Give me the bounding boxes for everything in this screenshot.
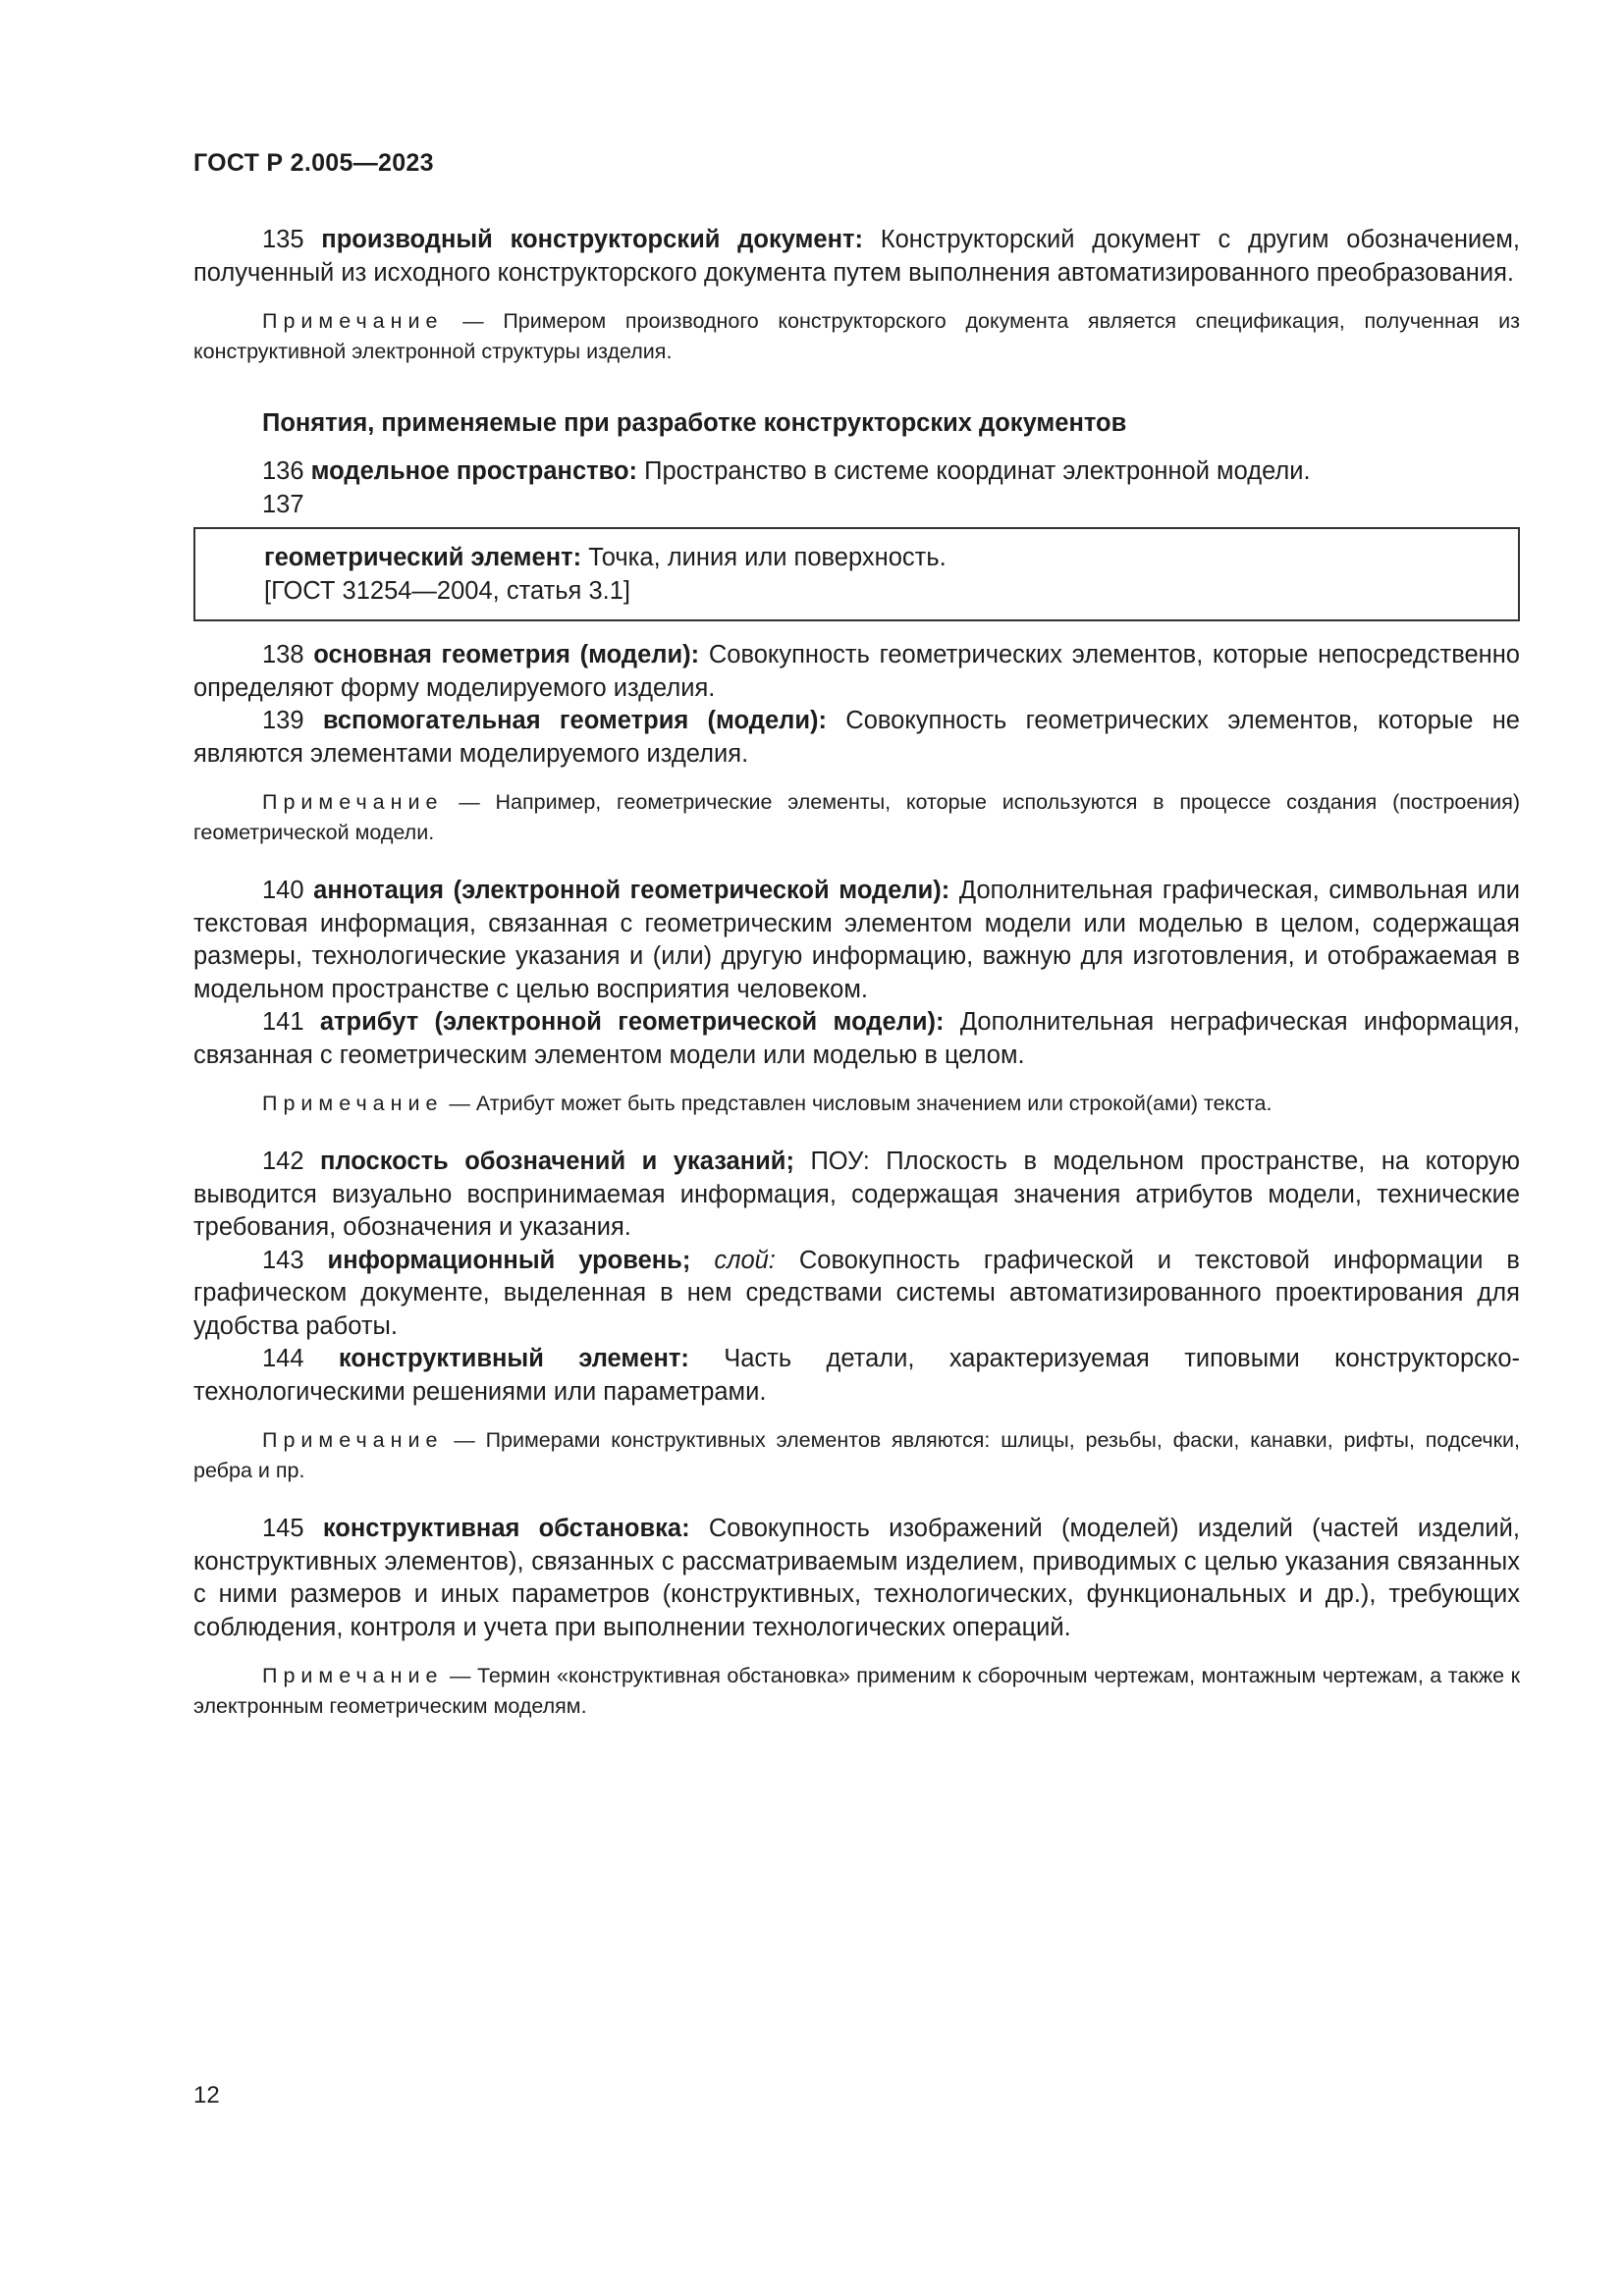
note-dash: —: [443, 1092, 476, 1115]
note-label: Примечание: [262, 790, 444, 814]
term-definition: Часть детали, характеризуемая типовыми конструкторско-технологическими решениями или параметрами.: [193, 1345, 1521, 1406]
term-name: информационный уровень;: [327, 1246, 691, 1274]
section-heading: Понятия, применяемые при разработке конструкторских документов: [262, 409, 1127, 437]
term-number: 143: [262, 1246, 304, 1274]
term-definition: Дополнительная неграфическая информация, связанная с геометрическим элементом модели или моделью в целом.: [193, 1008, 1521, 1069]
note-label: Примечание: [262, 1092, 444, 1115]
term-name: атрибут (электронной геометрической модели):: [319, 1008, 945, 1036]
term-definition: Совокупность геометрических элементов, которые непосредственно определяют форму моделируемого изделия.: [193, 641, 1520, 702]
term-definition: Пространство в системе координат электронной модели.: [637, 457, 1311, 485]
term-name: плоскость обозначений и указаний;: [320, 1148, 794, 1175]
term-number: 142: [262, 1148, 304, 1175]
term-number: 141: [262, 1008, 304, 1036]
note-dash: —: [443, 309, 504, 333]
note-dash: —: [443, 790, 496, 814]
note-label: Примечание: [262, 309, 444, 333]
terms-content: [193, 224, 1520, 1748]
term-145: [193, 1513, 1520, 1644]
term-definition: ПОУ: Плоскость в модельном пространстве, на которую выводится визуально воспринимаемая информация, содержащая значения атрибутов модели, технические требования, обозначения и указания.: [193, 1148, 1520, 1241]
term-definition: Конструкторский документ с другим обозначением, полученный из исходного конструкторского документа путем выполнения автоматизированного преобразования.: [193, 226, 1520, 287]
note-144: [193, 1425, 1520, 1486]
term-143: [193, 1245, 1520, 1344]
term-definition: Дополнительная графическая, символьная или текстовая информация, связанная с геометрическим элементом модели или моделью в целом, содержащая размеры, технологические указания и (или) другую информацию, важную для изготовления, и отображаемая в модельном пространстве с целью восприятия человеком.: [193, 877, 1521, 1003]
term-definition: Совокупность изображений (моделей) изделий (частей изделий, конструктивных элементов), связанных с рассматриваемым изделием, приводимых с целью указания связанных с ними размеров и иных параметров (конструктивных, технологических, функциональных и др.), требующих соблюдения, контроля и учета при выполнении технологических операций.: [193, 1515, 1520, 1641]
note-text: Атрибут может быть представлен числовым значением или строкой(ами) текста.: [475, 1092, 1272, 1115]
term-141: [193, 1006, 1520, 1072]
note-text: Примерами конструктивных элементов являются: шлицы, резьбы, фаски, канавки, рифты, подсечки, ребра и пр.: [193, 1428, 1520, 1482]
term-number: 136: [262, 457, 304, 485]
term-name: модельное пространство:: [310, 457, 638, 485]
note-139: [193, 787, 1520, 848]
term-number: 135: [262, 226, 304, 253]
note-145: [193, 1661, 1520, 1722]
term-definition: Совокупность графической и текстовой информации в графическом документе, выделенная в нем средствами системы автоматизированного проектирования для удобства работы.: [193, 1246, 1520, 1340]
term-name: конструктивный элемент:: [338, 1345, 689, 1372]
term-name: конструктивная обстановка:: [322, 1515, 690, 1542]
note-dash: —: [443, 1428, 486, 1452]
term-142: [193, 1146, 1520, 1245]
term-name: производный конструкторский документ:: [321, 226, 863, 253]
document-code: ГОСТ Р 2.005—2023: [193, 149, 434, 177]
note-text: Примером производного конструкторского документа является спецификация, полученная из конструктивной электронной структуры изделия.: [193, 309, 1520, 363]
term-137-number: 137: [262, 490, 304, 518]
term-139: [193, 705, 1520, 771]
term-source: [ГОСТ 31254—2004, статья 3.1]: [264, 577, 630, 605]
term-144: [193, 1343, 1520, 1409]
term-number: 144: [262, 1345, 304, 1372]
term-name: аннотация (электронной геометрической модели):: [313, 877, 950, 904]
term-number: 139: [262, 707, 304, 734]
note-dash: —: [443, 1664, 477, 1687]
note-text: Термин «конструктивная обстановка» применим к сборочным чертежам, монтажным чертежам, а также к электронным геометрическим моделям.: [193, 1664, 1520, 1718]
term-136: [193, 455, 1520, 489]
term-number: 140: [262, 877, 304, 904]
note-135: [193, 306, 1520, 367]
term-name: геометрический элемент:: [264, 544, 582, 571]
term-definition: Точка, линия или поверхность.: [581, 544, 947, 571]
note-label: Примечание: [262, 1428, 444, 1452]
term-synonym: слой:: [714, 1246, 776, 1274]
note-141: [193, 1089, 1520, 1119]
page-number: 12: [193, 2082, 220, 2109]
term-number: 138: [262, 641, 304, 668]
term-140: [193, 875, 1520, 1006]
term-number: 145: [262, 1515, 304, 1542]
note-label: Примечание: [262, 1664, 444, 1687]
term-definition: Совокупность геометрических элементов, которые не являются элементами моделируемого изделия.: [193, 707, 1520, 768]
term-name: вспомогательная геометрия (модели):: [322, 707, 828, 734]
note-text: Например, геометрические элементы, которые используются в процессе создания (построения) геометрической модели.: [193, 790, 1520, 844]
term-138: [193, 639, 1520, 705]
term-name: основная геометрия (модели):: [313, 641, 700, 668]
term-135: [193, 224, 1520, 290]
term-137-frame: [193, 527, 1520, 621]
